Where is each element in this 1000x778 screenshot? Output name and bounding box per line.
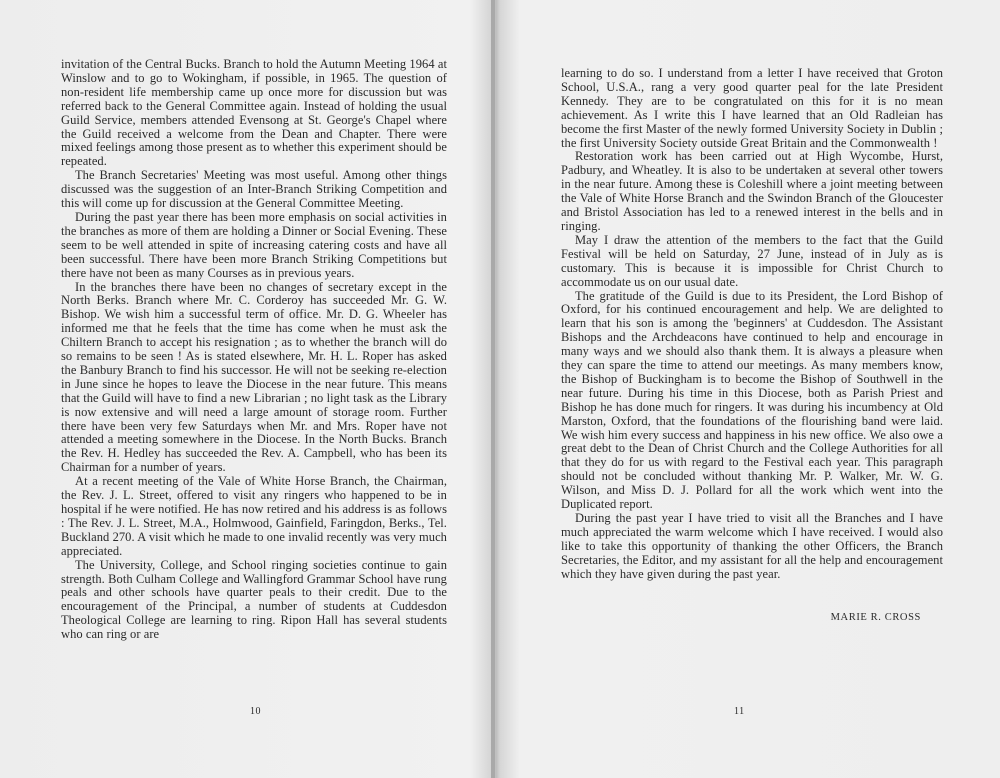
- left-page: [0, 0, 492, 778]
- left-paragraph-4: In the branches there have been no changes of secretary except in the North Berks. Branch where Mr. C. Corderoy has succeeded Mr. G. W. Bishop. We wish him a successful term of office. Mr. D. G. Wheeler has informed me that he feels that the time has come when he must ask the Chiltern Branch to accept his resignation ; as to whether the branch will do so remains to be seen ! As is stated elsewhere, Mr. H. L. Roper has asked the Banbury Branch to find his successor. He will not be seeking re-election in June since he hopes to leave the Diocese in the near future. This means that the Guild will have to find a new Librarian ; no light task as the Library is now extensive and will need a large amount of storage room. Further there have been very few Saturdays when Mr. and Mrs. Roper have not attended a meeting somewhere in the Diocese. In the North Bucks. Branch the Rev. H. Hedley has succeeded the Rev. A. Campbell, who has been its Chairman for a number of years.: [61, 279, 447, 475]
- left-paragraph-5: At a recent meeting of the Vale of White Horse Branch, the Chairman, the Rev. J. L. Street, offered to visit any ringers who happened to be in hospital if he were notified. He has now retired and his address is as follows : The Rev. J. L. Street, M.A., Holmwood, Gainfield, Faringdon, Berks., Tel. Buckland 270. A visit which he made to one invalid recently was very much appreciated.: [61, 474, 447, 558]
- left-page-number: 10: [250, 706, 261, 717]
- right-paragraph-3: May I draw the attention of the members to the fact that the Guild Festival will be held on Saturday, 27 June, instead of in July as is customary. This is because it is impossible for Christ Church to accommodate us on our usual date.: [561, 232, 943, 289]
- left-paragraph-6: The University, College, and School ringing societies continue to gain strength. Both Culham College and Wallingford Grammar School have rung peals and other schools have quarter peals to their credit. Due to the encouragement of the Principal, a number of students at Cuddesdon Theological College are learning to ring. Ripon Hall has several students who can ring or are: [61, 557, 447, 642]
- left-page-text: [61, 58, 447, 642]
- right-paragraph-1: learning to do so. I understand from a letter I have received that Groton School, U.S.A., rang a very good quarter peal for the late President Kennedy. They are to be congratulated on this for it is no mean achievement. As I write this I have learned that an Old Radleian has become the first Master of the newly formed University Society in Dublin ; the first University Society outside Great Britain and the Commonwealth !: [561, 66, 943, 150]
- right-paragraph-5: During the past year I have tried to visit all the Branches and I have much appreciated the warm welcome which I have received. I would also like to take this opportunity of thanking the other Officers, the Branch Secretaries, the Editor, and my assistant for all the help and encouragement which they have given during the past year.: [561, 511, 943, 581]
- right-paragraph-2: Restoration work has been carried out at High Wycombe, Hurst, Padbury, and Wheatley. It is also to be undertaken at several other towers in the near future. Among these is Coleshill where a joint meeting between the Vale of White Horse Branch and the Swindon Branch of the Gloucester and Bristol Association has led to a renewed interest in the bells and in ringing.: [561, 149, 943, 233]
- signature: MARIE R. CROSS: [830, 612, 921, 623]
- right-page: [496, 0, 1000, 778]
- right-page-text: [561, 67, 943, 582]
- right-page-number: 11: [734, 706, 745, 717]
- left-paragraph-3: During the past year there has been more emphasis on social activities in the branches as more of them are holding a Dinner or Social Evening. These seem to be well attended in spite of increasing catering costs and have all been successful. There have been more Branch Striking Competitions but there have not been as many Courses as in previous years.: [61, 209, 447, 280]
- left-paragraph-2: The Branch Secretaries' Meeting was most useful. Among other things discussed was the suggestion of an Inter-Branch Striking Competition and this will come up for discussion at the General Committee Meeting.: [61, 168, 447, 211]
- right-paragraph-4: The gratitude of the Guild is due to its President, the Lord Bishop of Oxford, for his continued encouragement and help. We are delighted to learn that his son is among the 'beginners' at Cuddesdon. The Assistant Bishops and the Archdeacons have continued to help and encourage in many ways and we should also thank them. It is always a pleasure when they can spare the time to attend our meetings. As many members know, the Bishop of Buckingham is to become the Bishop of Southwell in the near future. During his time in this Diocese, both as Parish Priest and Bishop he has done much for ringers. It was during his incumbency at Old Marston, Oxford, that the foundations of the flourishing band were laid. We wish him every success and happiness in his new office. We also owe a great debt to the Dean of Christ Church and the College Authorities for all that they do for us with regard to the Festival each year. This paragraph should not be concluded without thanking Mr. P. Walker, Mr. W. G. Wilson, and Miss D. J. Pollard for all the work which went into the Duplicated report.: [561, 288, 943, 512]
- left-paragraph-1: invitation of the Central Bucks. Branch to hold the Autumn Meeting 1964 at Winslow and to go to Wokingham, if possible, in 1965. The question of non-resident life membership came up once more for discussion but was referred back to the General Committee again. Instead of holding the usual Guild Service, members attended Evensong at St. George's Chapel where the Guild received a welcome from the Dean and Chapter. There were mixed feelings among those present as to whether this experiment should be repeated.: [61, 57, 447, 169]
